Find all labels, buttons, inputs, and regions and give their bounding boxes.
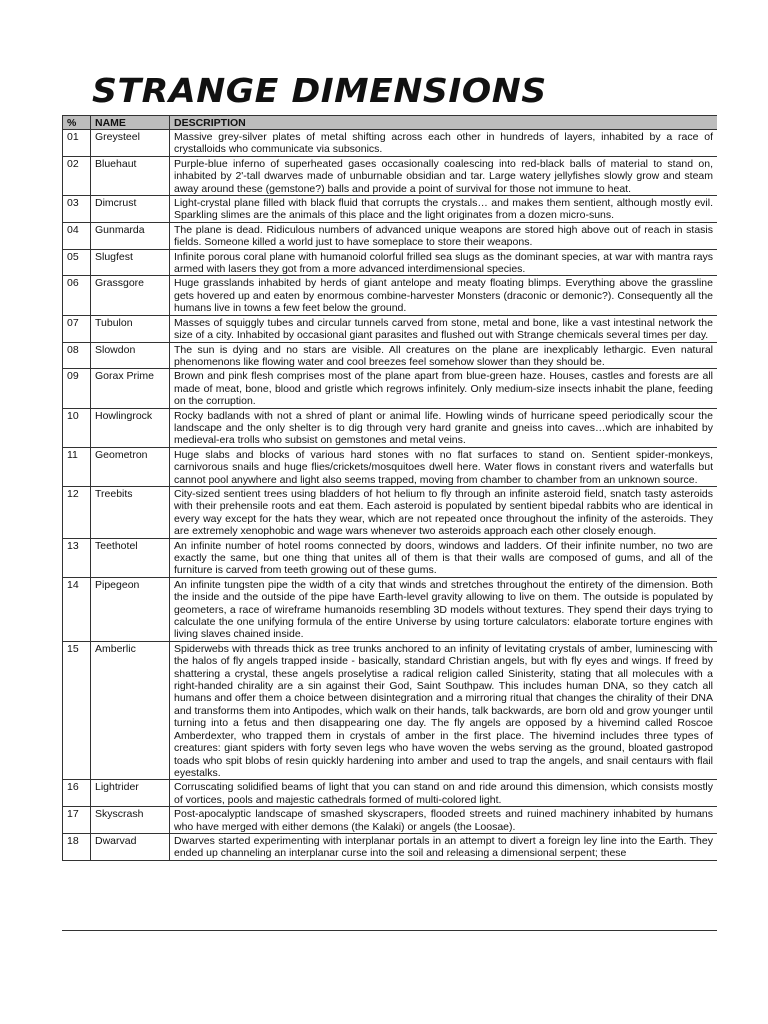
row-description: Massive grey-silver plates of metal shifting across each other in hundreds of layers, inhabited by a race of crystalloids who communicate via subsonics. (170, 130, 718, 157)
row-number: 06 (63, 276, 91, 315)
row-name: Gorax Prime (91, 369, 170, 408)
table-row (63, 276, 718, 315)
row-number: 17 (63, 807, 91, 834)
table-row (63, 447, 718, 486)
table-row (63, 369, 718, 408)
row-name: Bluehaut (91, 156, 170, 195)
table-row (63, 833, 718, 860)
dimensions-table (62, 115, 717, 861)
row-description: Infinite porous coral plane with humanoid colorful frilled sea slugs as the dominant species, at war with mantra rays armed with lasers they got from a more advanced interdimensional species. (170, 249, 718, 276)
dimensions-table-container (62, 115, 717, 931)
table-row (63, 315, 718, 342)
row-name: Skyscrash (91, 807, 170, 834)
table-row (63, 538, 718, 577)
row-number: 05 (63, 249, 91, 276)
row-description: Light-crystal plane filled with black fluid that corrupts the crystals… and makes them sentient, although mostly evil. Sparkling slimes are the animals of this place and the light originates from a dozen micro-suns. (170, 196, 718, 223)
header-percent: % (63, 116, 91, 130)
row-description: Huge grasslands inhabited by herds of giant antelope and meaty floating blimps. Everything above the grassline gets hovered up and eaten by enormous combine-harvester Monsters (draconic or demonic?). Consequently all the humans live in towns a few feet below the ground. (170, 276, 718, 315)
table-header-row (63, 116, 718, 130)
row-number: 12 (63, 486, 91, 538)
table-row (63, 130, 718, 157)
row-name: Treebits (91, 486, 170, 538)
row-description: An infinite number of hotel rooms connected by doors, windows and ladders. Of their infinite number, no two are exactly the same, but one thing that unites all of them is that their walls are composed of gums, and all of the furniture is carved from teeth growing out of these gums. (170, 538, 718, 577)
table-row (63, 222, 718, 249)
row-number: 04 (63, 222, 91, 249)
row-number: 08 (63, 342, 91, 369)
table-row (63, 577, 718, 641)
row-name: Slowdon (91, 342, 170, 369)
table-row (63, 196, 718, 223)
row-number: 03 (63, 196, 91, 223)
row-name: Tubulon (91, 315, 170, 342)
row-name: Dwarvad (91, 833, 170, 860)
header-description: DESCRIPTION (170, 116, 718, 130)
row-name: Gunmarda (91, 222, 170, 249)
row-description: An infinite tungsten pipe the width of a city that winds and stretches throughout the entirety of the dimension. Both the inside and the outside of the pipe have Earth-level gravity allowing to live on them. The outside is populated by geometers, a race of wireframe humanoids resembling 3D models without textures. They spend their days trying to calculate the one unifying formula of the entire Universe by using torture calculators: elaborate torture engines with living slaves chained inside. (170, 577, 718, 641)
row-number: 10 (63, 408, 91, 447)
row-name: Geometron (91, 447, 170, 486)
row-name: Pipegeon (91, 577, 170, 641)
page-title: STRANGE DIMENSIONS (92, 71, 547, 110)
row-name: Amberlic (91, 641, 170, 779)
row-name: Dimcrust (91, 196, 170, 223)
row-description: The sun is dying and no stars are visible. All creatures on the plane are inexplicably lethargic. Even natural phenomenons like flowing water and cool breezes feel somehow slower than they should be. (170, 342, 718, 369)
row-number: 13 (63, 538, 91, 577)
row-description: Dwarves started experimenting with interplanar portals in an attempt to divert a foreign ley line into the Earth. They ended up channeling an interplanar curse into the soil and releasing a dimensional serpent; these (170, 833, 718, 860)
row-name: Slugfest (91, 249, 170, 276)
table-row (63, 249, 718, 276)
row-description: The plane is dead. Ridiculous numbers of advanced unique weapons are stored high above out of reach in stasis fields. Someone killed a world just to have someplace to store their weapons. (170, 222, 718, 249)
header-name: NAME (91, 116, 170, 130)
row-description: Corruscating solidified beams of light that you can stand on and ride around this dimension, which consists mostly of vortices, pools and majestic cathedrals formed of multi-colored light. (170, 780, 718, 807)
table-row (63, 342, 718, 369)
row-description: City-sized sentient trees using bladders of hot helium to fly through an infinite asteroid field, snatch tasty asteroids with their prehensile roots and eat them. Each asteroid is populated by sentient bipedal rabbits who are identical in every way except for the hats they wear, which are not repeated once throughout the infinity of the asteroids. They are extremely xenophobic and wage wars whenever two asteroids approach each other closely enough. (170, 486, 718, 538)
row-number: 14 (63, 577, 91, 641)
table-row (63, 780, 718, 807)
row-number: 09 (63, 369, 91, 408)
row-number: 16 (63, 780, 91, 807)
row-name: Greysteel (91, 130, 170, 157)
table-row (63, 408, 718, 447)
table-row (63, 156, 718, 195)
table-row (63, 807, 718, 834)
row-number: 01 (63, 130, 91, 157)
row-number: 02 (63, 156, 91, 195)
table-row (63, 486, 718, 538)
row-description: Rocky badlands with not a shred of plant or animal life. Howling winds of hurricane speed periodically scour the landscape and the only shelter is to dig through very hard granite and gneiss into caves…which are inhabited by medieval-era trolls who subsist on gemstones and metal veins. (170, 408, 718, 447)
row-name: Teethotel (91, 538, 170, 577)
row-number: 11 (63, 447, 91, 486)
row-description: Spiderwebs with threads thick as tree trunks anchored to an infinity of levitating crystals of amber, luminescing with the halos of fly angels trapped inside - basically, standard Christian angels, but with fly eyes and wings. If freed by shattering a crystal, these angels proselytise a radical religion called Sinisterity, stating that all molecules with a right-handed chirality are a sin against their God, Saint Southpaw. This includes human DNA, so they catch all humans and offer them a choice between disintegration and a mirroring ritual that changes the chirality of their DNA and transforms them into Antipodes, which walk on their hands, talk backwards, are born old and grow younger until turning into a fetus and then disappearing one day. The fly angels are opposed by a hivemind called Roscoe Amberdexter, who trapped them in crystals of amber in the first place. The hivemind includes three types of creatures: giant spiders with forty seven legs who have woven the webs serving as the ground, bloated gastropod toads who spit blobs of resin quickly hardening into amber and used to trap the angels, and snail centaurs with flail eyestalks. (170, 641, 718, 779)
row-description: Brown and pink flesh comprises most of the plane apart from blue-green haze. Houses, castles and forests are all made of meat, bone, blood and gristle which regrows infinitely. Only medium-size insects inhabit the plane, feeding on the corruption. (170, 369, 718, 408)
row-description: Post-apocalyptic landscape of smashed skyscrapers, flooded streets and ruined machinery inhabited by humans who have merged with either demons (the Kalaki) or angels (the Loosae). (170, 807, 718, 834)
row-number: 07 (63, 315, 91, 342)
row-number: 15 (63, 641, 91, 779)
table-row (63, 641, 718, 779)
row-number: 18 (63, 833, 91, 860)
row-name: Lightrider (91, 780, 170, 807)
row-name: Grassgore (91, 276, 170, 315)
row-name: Howlingrock (91, 408, 170, 447)
row-description: Huge slabs and blocks of various hard stones with no flat surfaces to stand on. Sentient spider-monkeys, carnivorous snails and huge flies/crickets/mosquitoes dwell here. Water flows in constant rivers and waterfalls but cannot pool anywhere and light also seems trapped, moving from chamber to chamber from an unknown source. (170, 447, 718, 486)
row-description: Purple-blue inferno of superheated gases occasionally coalescing into red-black balls of material to stand on, inhabited by 2'-tall dwarves made of unburnable obsidian and tar. Large watery jellyfishes slowly grow and steam away around these (gemstone?) balls and provide a point of survival for those not immune to heat. (170, 156, 718, 195)
row-description: Masses of squiggly tubes and circular tunnels carved from stone, metal and bone, like a vast intestinal network the size of a city. Inhabited by occasional giant parasites and flushed out with Strange chemicals several times per day. (170, 315, 718, 342)
